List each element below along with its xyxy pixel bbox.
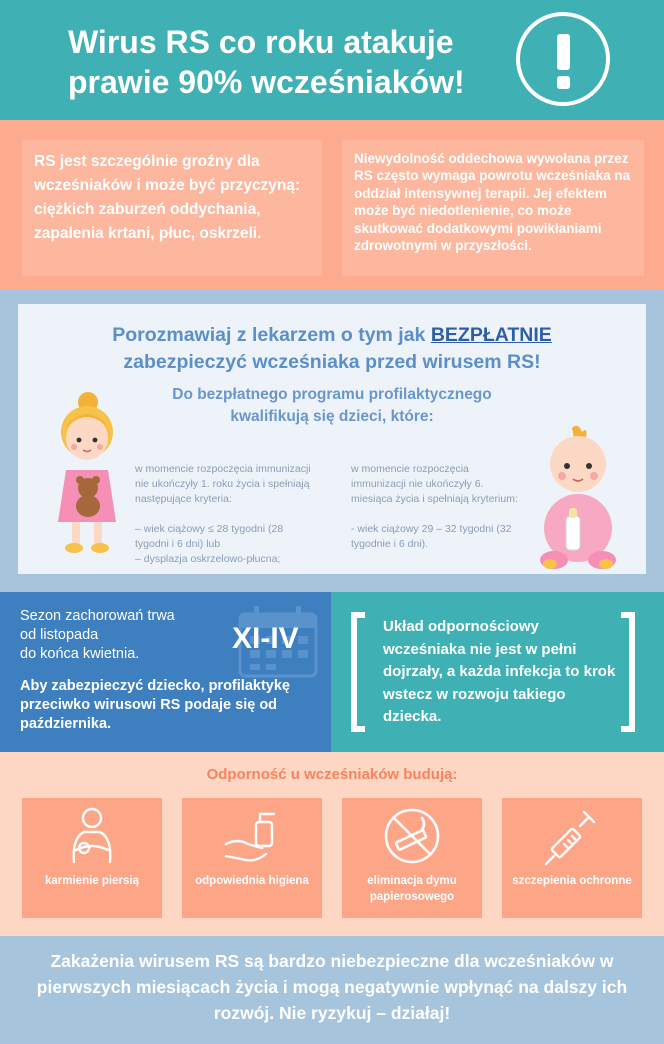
immunity-statement: Układ odpornościowy wcześniaka nie jest w pełni dojrzały, a każda infekcja to krok wstecz w rozwoju takiego dziecka. bbox=[383, 618, 616, 725]
immunity-panel bbox=[331, 592, 664, 752]
season-section bbox=[0, 592, 664, 752]
tile-label: karmienie piersią bbox=[45, 875, 139, 887]
page-title bbox=[68, 22, 508, 102]
protection-timing: Aby zabezpieczyć dziecko, profilaktykę przeciwko wirusowi RS podaje się od października. bbox=[20, 678, 290, 732]
tile-label: eliminacja dymu papierosowego bbox=[367, 875, 457, 903]
hand-soap-icon bbox=[222, 804, 282, 868]
headline-post: zabezpieczyć wcześniaka przed wirusem RS! bbox=[123, 351, 541, 373]
doctor-section bbox=[0, 290, 664, 592]
headline-highlight: BEZPŁATNIE bbox=[430, 324, 552, 346]
footer-banner bbox=[0, 936, 664, 1044]
risk-info-section bbox=[0, 120, 664, 290]
season-line-3: do końca kwietnia. bbox=[20, 646, 140, 662]
headline-pre: Porozmawiaj z lekarzem o tym jak bbox=[112, 324, 431, 346]
tile-breastfeeding bbox=[22, 798, 162, 918]
tile-hygiene bbox=[182, 798, 322, 918]
exclamation-circle-icon bbox=[516, 12, 610, 106]
girl-with-teddy-illustration bbox=[52, 388, 122, 558]
criteria-a-intro: w momencie rozpoczęcia immunizacji nie ukończyły 1. roku życia i spełniają następujące kryteria: bbox=[135, 463, 311, 505]
criteria-under-6-months bbox=[351, 462, 521, 552]
criteria-b-intro: w momencie rozpoczęcia immunizacji nie ukończyły 6. miesiąca życia i spełniają kryterium: bbox=[351, 463, 518, 505]
builders-heading: Odporność u wcześniaków budują: bbox=[206, 766, 458, 783]
season-panel bbox=[0, 592, 331, 752]
left-bracket bbox=[351, 612, 365, 732]
right-bracket bbox=[621, 612, 635, 732]
header-banner bbox=[0, 0, 664, 120]
syringe-icon bbox=[542, 804, 602, 868]
tile-no-smoke bbox=[342, 798, 482, 918]
program-headline bbox=[18, 322, 646, 376]
season-line-2: od listopada bbox=[20, 627, 99, 643]
criteria-under-1-year bbox=[135, 462, 315, 567]
criteria-a-item-1: – wiek ciążowy ≤ 28 tygodni (28 tygodni i 6 dni) lub bbox=[135, 523, 284, 550]
immunity-builders-section bbox=[0, 752, 664, 936]
season-duration bbox=[20, 607, 220, 664]
criteria-a-item-2: – dysplazja oskrzelowo-płucna; bbox=[135, 553, 281, 565]
footer-call-to-action: Zakażenia wirusem RS są bardzo niebezpieczne dla wcześniaków w pierwszych miesiącach życia i mogą negatywnie wpłynąć na dalszy ich rozwój. Nie ryzykuj – działaj! bbox=[36, 951, 628, 1023]
season-line-1: Sezon zachorowań trwa bbox=[20, 608, 175, 624]
no-smoking-icon bbox=[382, 804, 442, 868]
tile-vaccination bbox=[502, 798, 642, 918]
tile-label: odpowiednia higiena bbox=[195, 875, 309, 887]
tile-label: szczepienia ochronne bbox=[512, 875, 632, 887]
title-line-2: prawie 90% wcześniaków! bbox=[68, 64, 465, 100]
season-range: XI-IV bbox=[232, 622, 299, 655]
risk-card-right: Niewydolność oddechowa wywołana przez RS często wymaga powrotu wcześniaka na oddział intensywnej terapii. Jej efektem może być niedotlenienie, co może skutkować dodatkowymi powikłaniami zdrowotnymi w przyszłości. bbox=[342, 140, 644, 276]
criteria-b-item-1: - wiek ciążowy 29 – 32 tygodni (32 tygodnie i 6 dni). bbox=[351, 523, 512, 550]
breastfeeding-icon bbox=[62, 804, 122, 868]
eligibility-heading-line-1: Do bezpłatnego programu profilaktycznego bbox=[172, 386, 492, 403]
program-panel bbox=[18, 304, 646, 574]
eligibility-heading-line-2: kwalifikują się dzieci, które: bbox=[230, 408, 434, 425]
baby-with-bottle-illustration bbox=[538, 424, 618, 574]
risk-card-left: RS jest szczególnie groźny dla wcześniaków i może być przyczyną: ciężkich zaburzeń oddychania, zapalenia krtani, płuc, oskrzeli. bbox=[22, 140, 322, 276]
title-line-1: Wirus RS co roku atakuje bbox=[68, 24, 454, 60]
